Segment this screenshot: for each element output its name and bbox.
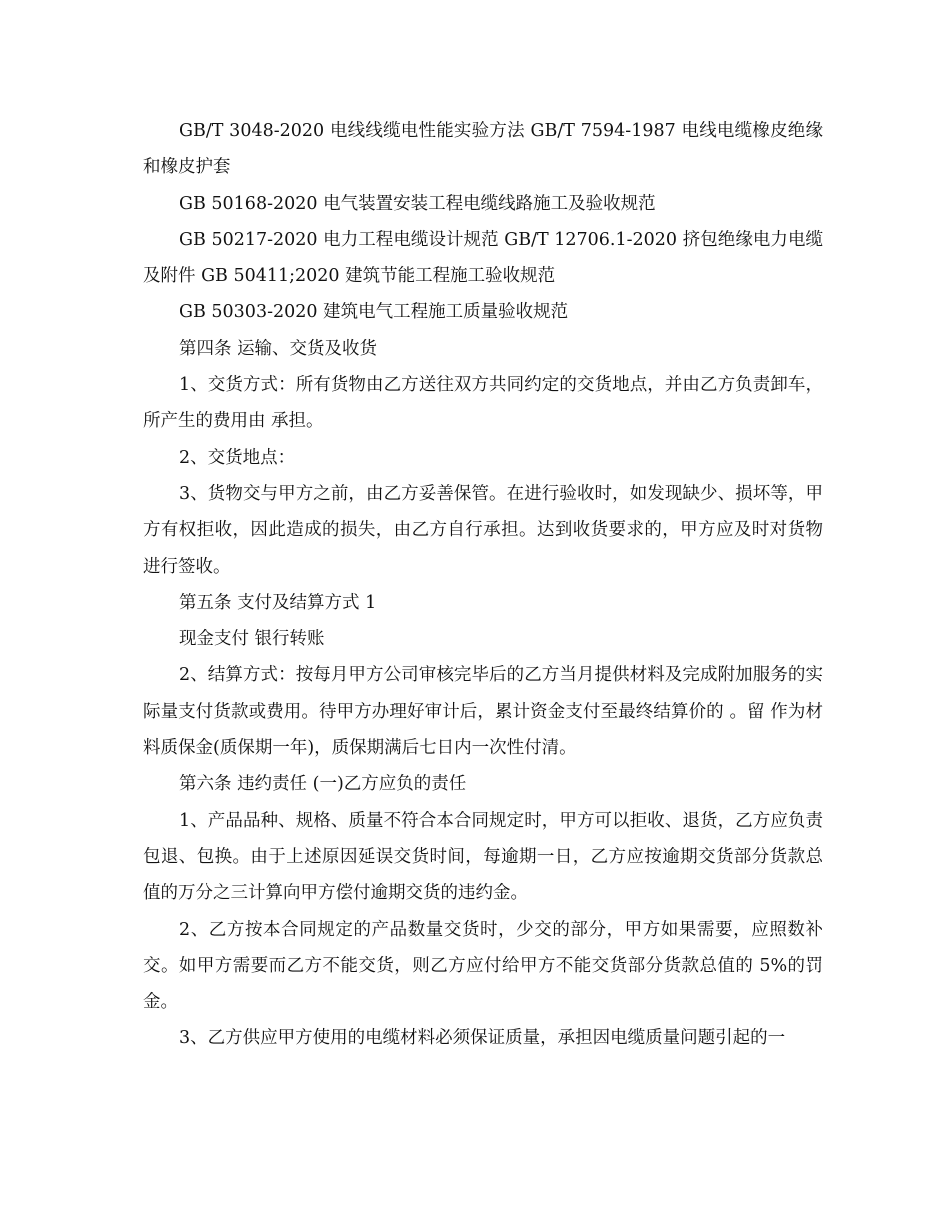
paragraph-settlement-method: 2、结算方式：按每月甲方公司审核完毕后的乙方当月提供材料及完成附加服务的实际量支付货款或费用。待甲方办理好审计后，累计资金支付至最终结算价的 。留 作为材料质保金(质保期一年)，质保期满后七日内一次性付清。 xyxy=(143,665,823,759)
paragraph-standard-gb50303: GB 50303-2020 建筑电气工程施工质量验收规范 xyxy=(179,302,569,323)
paragraph-liability-1: 1、产品品种、规格、质量不符合本合同规定时，甲方可以拒收、退货，乙方应负责包退、包换。由于上述原因延误交货时间，每逾期一日，乙方应按逾期交货部分货款总值的万分之三计算向甲方偿付逾期交货的违约金。 xyxy=(143,810,823,904)
paragraph-standard-gbt3048: GB/T 3048-2020 电线线缆电性能实验方法 GB/T 7594-1987 电线电缆橡皮绝缘和橡皮护套 xyxy=(143,121,823,178)
section-heading-article-5: 第五条 支付及结算方式 1 xyxy=(179,592,377,613)
paragraph-liability-3: 3、乙方供应甲方使用的电缆材料必须保证质量，承担因电缆质量问题引起的一 xyxy=(179,1028,786,1049)
paragraph-standard-gb50168: GB 50168-2020 电气装置安装工程电缆线路施工及验收规范 xyxy=(179,193,656,214)
paragraph-standard-gb50217: GB 50217-2020 电力工程电缆设计规范 GB/T 12706.1-2020 挤包绝缘电力电缆及附件 GB 50411;2020 建筑节能工程施工验收规范 xyxy=(143,229,823,287)
paragraph-payment-methods: 现金支付 银行转账 xyxy=(179,629,325,650)
paragraph-goods-custody: 3、货物交与甲方之前，由乙方妥善保管。在进行验收时，如发现缺少、损坏等，甲方有权拒收，因此造成的损失，由乙方自行承担。达到收货要求的，甲方应及时对货物进行签收。 xyxy=(143,483,823,577)
section-heading-article-6: 第六条 违约责任 (一)乙方应负的责任 xyxy=(179,774,467,795)
paragraph-delivery-method: 1、交货方式：所有货物由乙方送往双方共同约定的交货地点，并由乙方负责卸车，所产生的费用由 承担。 xyxy=(143,375,823,432)
paragraph-delivery-location: 2、交货地点： xyxy=(179,447,296,468)
section-heading-article-4: 第四条 运输、交货及收货 xyxy=(179,338,378,359)
document-body xyxy=(143,113,823,1057)
paragraph-liability-2: 2、乙方按本合同规定的产品数量交货时，少交的部分，甲方如果需要，应照数补交。如甲方需要而乙方不能交货，则乙方应付给甲方不能交货部分货款总值的 5%的罚金。 xyxy=(143,919,823,1013)
